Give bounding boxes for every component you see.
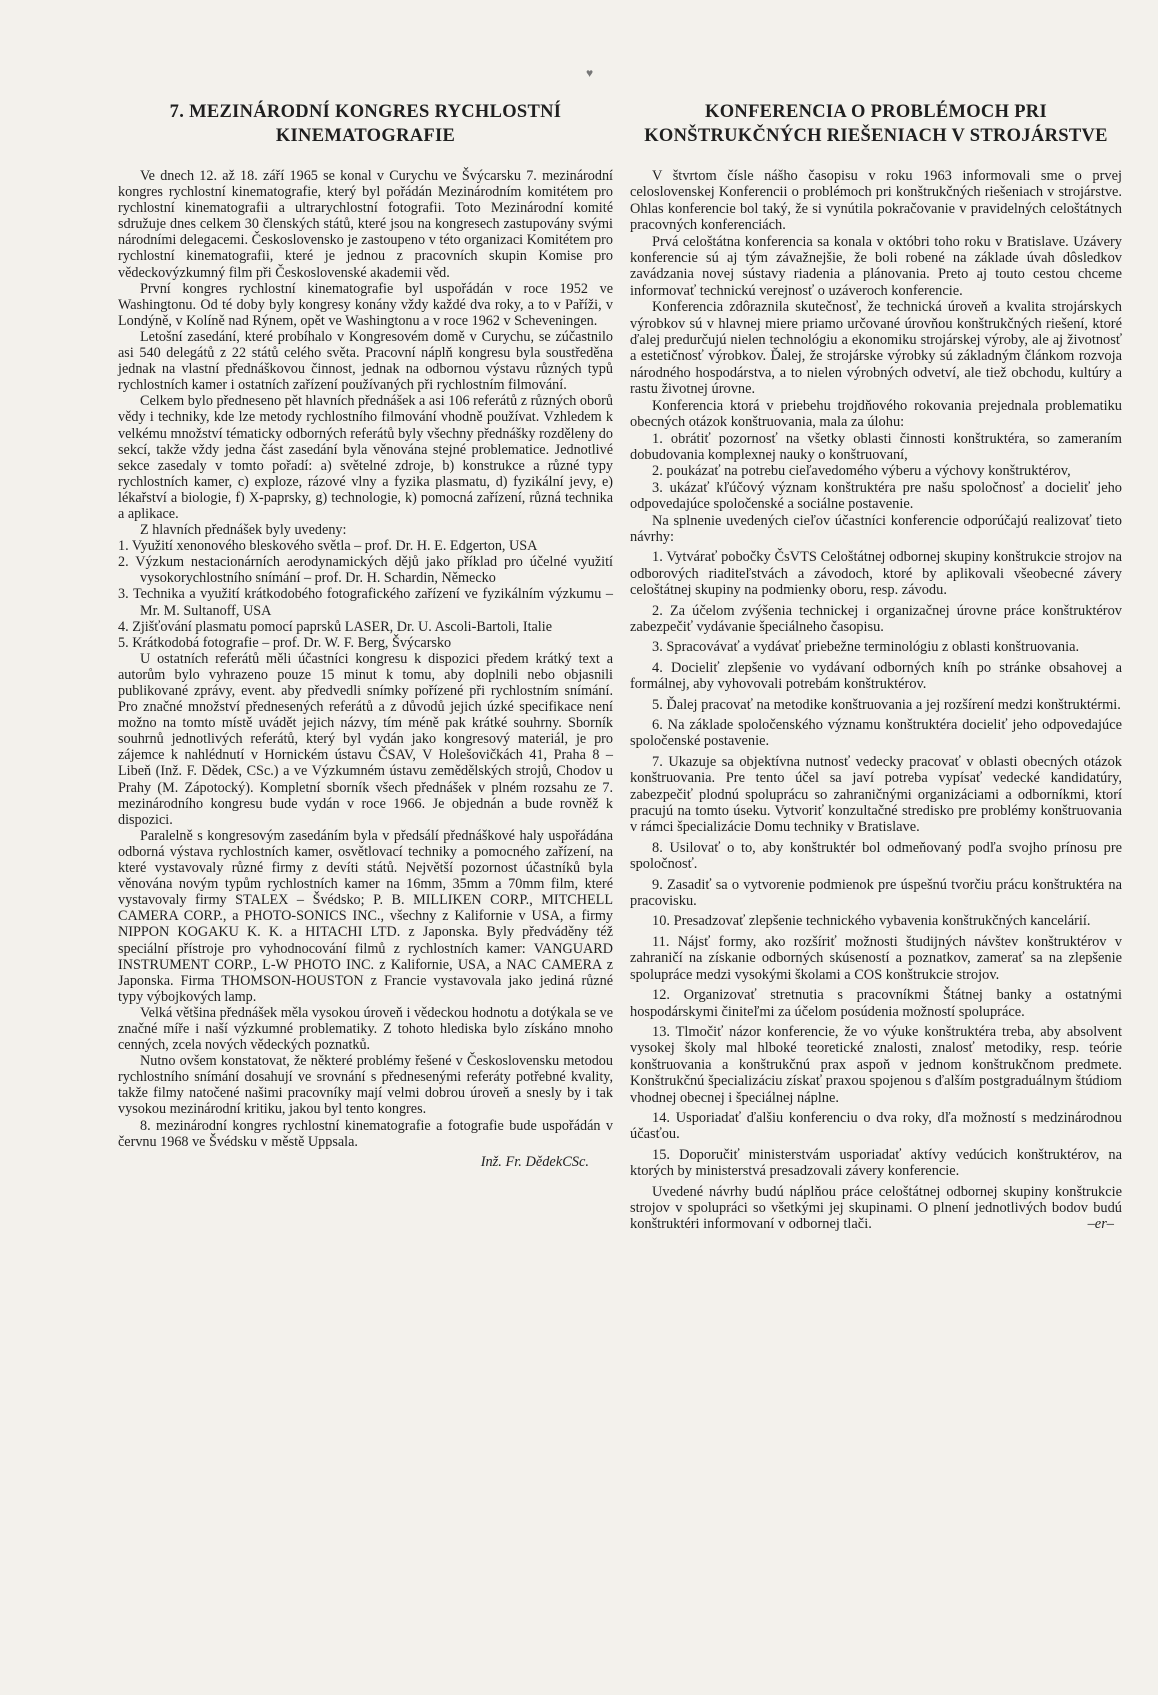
paragraph: Na splnenie uvedených cieľov účastníci konferencie odporúčajú realizovať tieto návrhy:	[630, 512, 1122, 545]
paragraph: Nutno ovšem konstatovat, že některé problémy řešené v Československu metodou rychlostního snímání dosahují ve srovnání s přednesenými referáty potřebné kvality, takže filmy natočené našimi pracovníky mají velmi dobrou úroveň a snesly by i tak vysokou mezinárodní kritiku, jakou byl tento kongres.	[118, 1053, 613, 1118]
proposal-item: 11. Nájsť formy, ako rozšíriť možnosti študijných návštev konštruktérov v zahraničí na získanie odborných skúseností a poznatkov, zamerať sa na zlepšenie spolupráce medzi vysokými školami a COS konštrukcie strojov.	[630, 933, 1122, 983]
paragraph: Velká většina přednášek měla vysokou úroveň i vědeckou hodnotu a dotýkala se ve značné míře i naší výzkumné problematiky. Z tohoto hlediska bylo získáno mnoho cenných, zcela nových vědeckých poznatků.	[118, 1004, 613, 1054]
proposal-item: 2. Za účelom zvýšenia technickej i organizačnej úrovne práce konštruktérov zabezpečiť vydávanie špeciálneho časopisu.	[630, 602, 1122, 635]
paragraph: Z hlavních přednášek byly uvedeny:	[140, 522, 347, 539]
proposal-item: 13. Tlmočiť názor konferencie, že vo výuke konštruktéra treba, aby absolvent vysokej školy mal hlboké teoretické znalosti, znalosť metodiky, resp. teórie konštruovania a konštrukčnú prax aspoň v jednom konštrukčnom predmete. Konštrukčnú špecializáciu získať praxou spojenou s ďalším postgraduálnym štúdiom vhodnej obecnej i špeciálnej náplne.	[630, 1023, 1122, 1106]
paragraph: Celkem bylo předneseno pět hlavních přednášek a asi 106 referátů z různých oborů vědy i techniky, kde lze metody rychlostního filmování vhodně používat. Vzhledem k velkému množství tématicky odborných referátů byly všechny přednášky rozděleny do sekcí, takže vždy jedna část zasedání byla věnována stejné problematice. Jednotlivé sekce zasedaly v tomto pořadí: a) světelné zdroje, b) konstrukce a různé typy rychlostních kamer, c) exploze, rázové vlny a fyzika plasmatu, d) fyzikální jevy, e) lékařství a biologie, f) X-paprsky, g) technologie, k) pomocná zařízení, různá technika a aplikace.	[118, 393, 613, 522]
proposal-item: 5. Ďalej pracovať na metodike konštruovania a jej rozšírení medzi konštruktérmi.	[652, 696, 1121, 713]
paragraph: V štvrtom čísle nášho časopisu v roku 1963 informovali sme o prvej celoslovenskej Konferencii o problémoch pri konštrukčných riešeniach v strojárstve. Ohlas konferencie bol taký, že si vynútila pokračovanie v pravidelných celoštátnych pracovných konferenciách.	[630, 168, 1122, 234]
paragraph: První kongres rychlostní kinematografie byl uspořádán v roce 1952 ve Washingtonu. Od té doby byly kongresy konány vždy každé dva roky, a to v Paříži, v Londýně, v Kolíně nad Rýnem, opět ve Washingtonu a v roce 1962 v Scheveningen.	[118, 280, 613, 329]
paragraph: 8. mezinárodní kongres rychlostní kinematografie a fotografie bude uspořádán v červnu 1968 ve Švédsku v městě Uppsala.	[118, 1117, 613, 1150]
list-item: 5. Krátkodobá fotografie – prof. Dr. W. F. Berg, Švýcarsko	[118, 634, 452, 651]
author-signature: –er–	[1087, 1216, 1114, 1233]
closing-text: Uvedené návrhy budú náplňou práce celoštátnej odbornej skupiny konštrukcie strojov v spolupráci so všetkými jej skupinami. O plnení jednotlivých bodov budú konštruktéri informovaní v odbornej tlači.	[630, 1183, 1122, 1233]
paragraph: U ostatních referátů měli účastníci kongresu k dispozici předem krátký text a autorům bylo vyhrazeno pouze 15 minut k tomu, aby doplnili nebo objasnili publikované zprávy, event. aby předvedli snímky pořízené při rychlostním snímání. Pro značné množství přednesených referátů a z důvodů jejich úzké specifikace není možno na tomto místě uvádět jejich názvy, tím méně pak krátké souhrny. Sborník souhrnů jednotlivých referátů, který byl vydán jako kongresový materiál, je pro zájemce k nahlédnutí v Hornickém ústavu ČSAV, V Holešovičkách 41, Praha 8 – Libeň (Inž. F. Dědek, CSc.) a ve Výzkumném ústavu zemědělských strojů, Chodov u Prahy (M. Zápotocký). Kompletní sborník všech přednášek v plném rozsahu ze 7. mezinárodního kongresu bude vydán v roce 1966. Je objednán a bude rovněž k dispozici.	[118, 650, 613, 828]
paragraph: Konferencia ktorá v priebehu trojdňového rokovania prejednala problematiku obecných otázok konštruovania, mala za úlohu:	[630, 397, 1122, 431]
proposal-item: 9. Zasadiť sa o vytvorenie podmienok pre úspešnú tvorčiu prácu konštruktéra na pracovisku.	[630, 876, 1122, 910]
proposal-item: 6. Na základe spoločenského významu konštruktéra docieliť jeho odpovedajúce spoločenské postavenie.	[630, 717, 1122, 750]
proposal-item: 4. Docieliť zlepšenie vo vydávaní odborných kníh po stránke obsahovej a formálnej, aby vyhovovali potrebám konštruktérov.	[630, 659, 1122, 693]
proposal-item: 14. Usporiadať ďalšiu konferenciu o dva roky, dľa možností s medzinárodnou účasťou.	[630, 1109, 1122, 1143]
proposal-item: 1. Vytvárať pobočky ČsVTS Celoštátnej odbornej skupiny konštrukcie strojov na odborových riaditeľstvách a závodoch, ktoré by aplikovali všeobecné závery celoštátnej skupiny na podmienky oboru, resp. závodu.	[630, 549, 1122, 599]
article-conference	[630, 100, 1122, 1233]
paragraph: Letošní zasedání, které probíhalo v Kongresovém domě v Curychu, se zúčastnilo asi 540 delegátů z 22 států celého světa. Pracovní náplň kongresu byla soustředěna jednak na vlastní přednáškovou činnost, jednak na odbornou výstavu různých typů rychlostních kamer i ostatních zařízení používaných při rychlostním filmování.	[118, 328, 613, 394]
task-item: 2. poukázať na potrebu cieľavedomého výberu a výchovy konštruktérov,	[652, 463, 1071, 480]
paragraph	[630, 1184, 1122, 1233]
list-item: 4. Zjišťování plasmatu pomocí paprsků LASER, Dr. U. Ascoli-Bartoli, Italie	[118, 618, 552, 635]
proposal-item: 3. Spracovávať a vydávať priebežne terminológiu z oblasti konštruovania.	[652, 639, 1080, 656]
proposal-item: 10. Presadzovať zlepšenie technického vybavenia konštrukčných kancelárií.	[652, 913, 1091, 930]
task-item: 3. ukázať kľúčový význam konštruktéra pre našu spoločnosť a docieliť jeho odpovedajúce spoločenské a sociálne postavenie.	[630, 479, 1122, 513]
page-mark: ♥	[586, 66, 594, 80]
list-item: 3. Technika a využití krátkodobého fotografického zařízení ve fyzikálním výzkumu – Mr. M. Sultanoff, USA	[118, 586, 613, 619]
list-item: 1. Využití xenonového bleskového světla – prof. Dr. H. E. Edgerton, USA	[118, 538, 538, 555]
author-signature: Inž. Fr. DědekCSc.	[480, 1153, 589, 1170]
task-item: 1. obrátiť pozornosť na všetky oblasti činnosti konštruktéra, so zameraním dobudovania komplexnej nauky o konštruovaní,	[630, 430, 1122, 463]
paragraph: Prvá celoštátna konferencia sa konala v októbri toho roku v Bratislave. Uzávery konferencie sú aj tým závažnejšie, že boli robené na základe úvah dôsledkov zavádzania novej sústavy riadenia a plánovania. Preto aj touto cestou chceme informovať technickú verejnosť o uzáveroch konferencie.	[630, 233, 1122, 299]
article-congress	[118, 100, 613, 1171]
article-title-conference: KONFERENCIA O PROBLÉMOCH PRI KONŠTRUKČNÝCH RIEŠENIACH V STROJÁRSTVE	[644, 102, 1108, 146]
article-title-congress: 7. MEZINÁRODNÍ KONGRES RYCHLOSTNÍ KINEMATOGRAFIE	[169, 102, 562, 146]
paragraph: Ve dnech 12. až 18. září 1965 se konal v Curychu ve Švýcarsku 7. mezinárodní kongres rychlostní kinematografie, který byl pořádán Mezinárodním komitétem pro rychlostní kinematografii a ultrarychlostní fotografii. Toto Mezinárodní komité sdružuje dnes celkem 30 členských států, které jsou na kongresech zastupovány svými národními delegacemi. Československo je zastoupeno v této organizaci Komitétem pro rychlostní kinematografii, které je jednou z pracovních skupin Komise pro vědeckovýzkumný film při Československé akademii věd.	[118, 168, 613, 281]
proposal-item: 15. Doporučiť ministerstvám usporiadať aktívy vedúcich konštruktérov, na ktorých by ministerstvá presadzovali závery konferencie.	[630, 1146, 1122, 1180]
lecture-list	[118, 538, 613, 651]
proposal-item: 8. Usilovať o to, aby konštruktér bol odmeňovaný podľa svojho prínosu pre spoločnosť.	[630, 839, 1122, 873]
list-item: 2. Výzkum nestacionárních aerodynamických dějů jako příklad pro účelné využití vysokorychlostního snímání – prof. Dr. H. Schardin, Německo	[118, 554, 613, 587]
proposal-item: 12. Organizovať stretnutia s pracovníkmi Štátnej banky a ostatnými hospodárskymi činiteľmi za účelom posúdenia možností spolupráce.	[630, 987, 1122, 1020]
paragraph: Paralelně s kongresovým zasedáním byla v předsálí přednáškové haly uspořádána odborná výstava rychlostních kamer, osvětlovací techniky a pomocného zařízení, na které vystavovaly různé firmy z devíti států. Největší pozornost účastníků byla věnována novým typům rychlostních kamer na 16mm, 35mm a 70mm film, které vystavovaly firmy STALEX – Švédsko; P. B. MILLIKEN CORP., MITCHELL CAMERA CORP., a PHOTO-SONICS INC., všechny z Kalifornie v USA, a firmy NIPPON KOGAKU K. K. a HITACHI LTD. z Japonska. Byly předváděny též speciální přístroje pro vyhodnocování filmů z rychlostních kamer: VANGUARD INSTRUMENT CORP., L-W PHOTO INC. z Kalifornie, USA, a NAC CAMERA z Japonska. Firma THOMSON-HOUSTON z Francie vystavovala jako jediná různé typy výbojkových lamp.	[118, 827, 613, 1005]
paragraph: Konferencia zdôraznila skutečnosť, že technická úroveň a kvalita strojárskych výrobkov sú v hlavnej miere priamo určované úrovňou konštrukčných riešení, ktoré ďalej predurčujú nielen technológiu a ekonomiku strojárskej výroby, ale aj životnosť a estetičnosť výrobkov. Ďalej, že strojárske výrobky sú základným článkom rozvoja národného hospodárstva, a to nielen výrobných odvetví, ale tiež obchodu, kultúry a rastu životnej úrovne.	[630, 299, 1122, 398]
proposal-item: 7. Ukazuje sa objektívna nutnosť vedecky pracovať v oblasti obecných otázok konštruovania. Pre tento účel sa javí potreba vypísať vedecké kandidatúry, zabezpečiť plodnú spoluprácu so zahraničnými organizáciami a odborníkmi, ktorí pracujú na tomto úseku. Vytvoriť konzultačné stredisko pre problémy konštruovania v rámci špecializácie Domu techniky v Bratislave.	[630, 753, 1122, 836]
